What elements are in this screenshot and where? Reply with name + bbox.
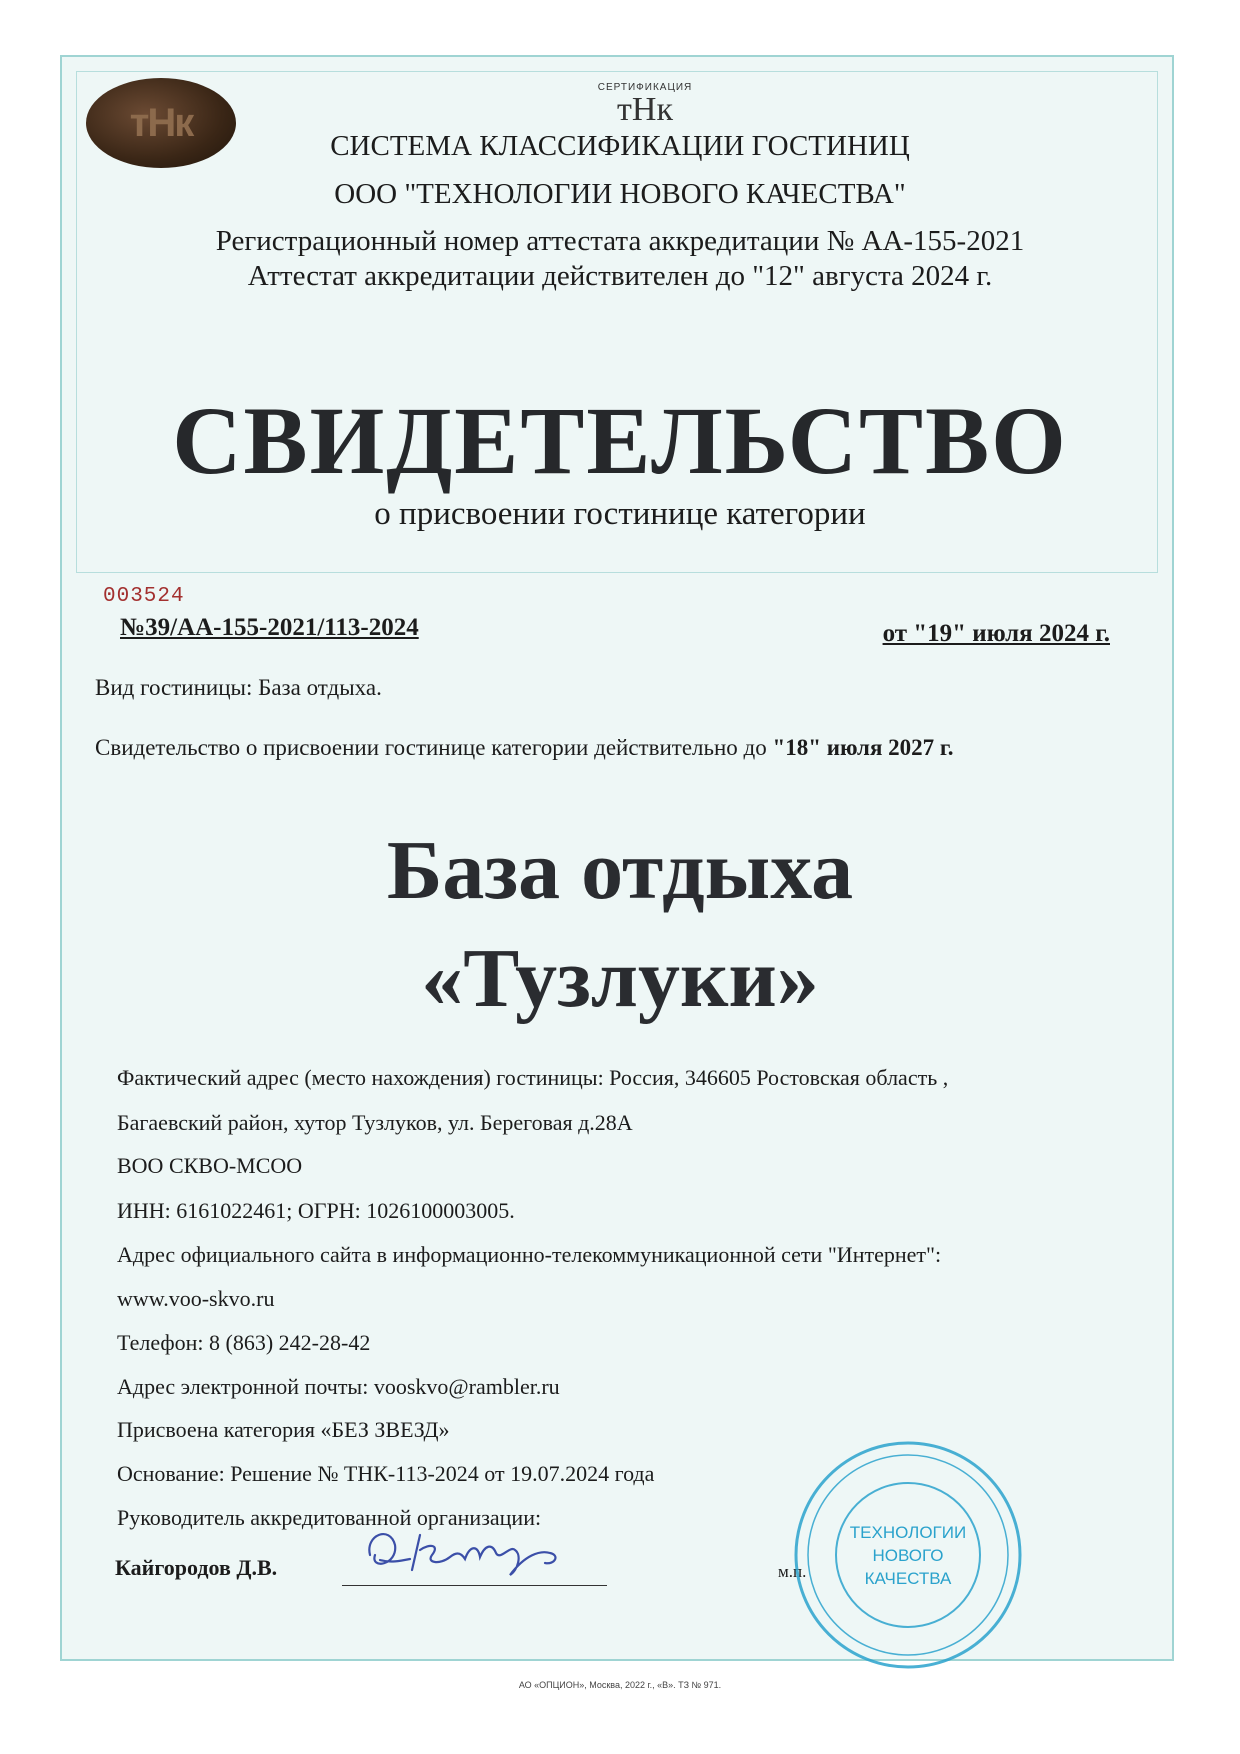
validity-date: "18" июля 2027 г. xyxy=(772,735,954,760)
logo-left-mark: тНк xyxy=(129,100,193,145)
stamp-line-1: ТЕХНОЛОГИИ xyxy=(849,1523,967,1542)
organization: ВОО СКВО-МСОО xyxy=(117,1153,303,1178)
stamp-line-3: КАЧЕСТВА xyxy=(864,1569,952,1588)
basis: Основание: Решение № ТНК-113-2024 от 19.07.2024 года xyxy=(117,1461,655,1486)
category: Присвоена категория «БЕЗ ЗВЕЗД» xyxy=(117,1417,450,1442)
header-reg-number: Регистрационный номер аттестата аккредитации № АА-155-2021 xyxy=(215,225,1025,257)
document-title: СВИДЕТЕЛЬСТВО xyxy=(172,387,1068,494)
mp-label: м.п. xyxy=(778,1562,807,1581)
document-subtitle: о присвоении гостинице категории xyxy=(374,496,866,532)
stamp-line-2: НОВОГО xyxy=(872,1546,944,1565)
site-label: Адрес официального сайта в информационно-телекоммуникационной сети "Интернет": xyxy=(117,1242,942,1267)
hotel-name-line1: База отдыха xyxy=(386,824,854,917)
address-line-2: Багаевский район, хутор Тузлуков, ул. Береговая д.28А xyxy=(117,1110,633,1135)
phone: Телефон: 8 (863) 242-28-42 xyxy=(117,1330,371,1355)
logo-center-mark: тНк xyxy=(617,91,673,128)
serial-number: 003524 xyxy=(103,585,185,608)
header-system: СИСТЕМА КЛАССИФИКАЦИИ ГОСТИНИЦ xyxy=(330,130,910,162)
logo-center-arc: СЕРТИФИКАЦИЯ xyxy=(597,82,693,93)
header-company: ООО "ТЕХНОЛОГИИ НОВОГО КАЧЕСТВА" xyxy=(334,178,906,210)
header-valid-until: Аттестат аккредитации действителен до "12" августа 2024 г. xyxy=(247,260,993,292)
head-label: Руководитель аккредитованной организации: xyxy=(117,1505,542,1530)
validity-line xyxy=(95,735,954,761)
signature xyxy=(350,1515,590,1585)
hotel-name-line2: «Тузлуки» xyxy=(421,932,819,1025)
inn-ogrn: ИНН: 6161022461; ОГРН: 1026100003005. xyxy=(117,1198,515,1223)
address-line-1: Фактический адрес (место нахождения) гостиницы: Россия, 346605 Ростовская область , xyxy=(117,1065,949,1090)
signer-name: Кайгородов Д.В. xyxy=(115,1555,278,1580)
company-stamp xyxy=(788,1435,1028,1675)
site-url: www.voo-skvo.ru xyxy=(117,1286,275,1311)
validity-prefix: Свидетельство о присвоении гостинице категории действительно до xyxy=(95,735,767,760)
email: Адрес электронной почты: vooskvo@rambler.ru xyxy=(117,1374,560,1399)
certificate-number: №39/АА-155-2021/113-2024 xyxy=(120,614,419,641)
hotel-type: Вид гостиницы: База отдыха. xyxy=(95,675,382,700)
signature-line xyxy=(342,1585,607,1586)
certificate-date: от "19" июля 2024 г. xyxy=(882,620,1110,647)
printer-footer: АО «ОПЦИОН», Москва, 2022 г., «В». ТЗ № 971. xyxy=(518,1680,722,1690)
